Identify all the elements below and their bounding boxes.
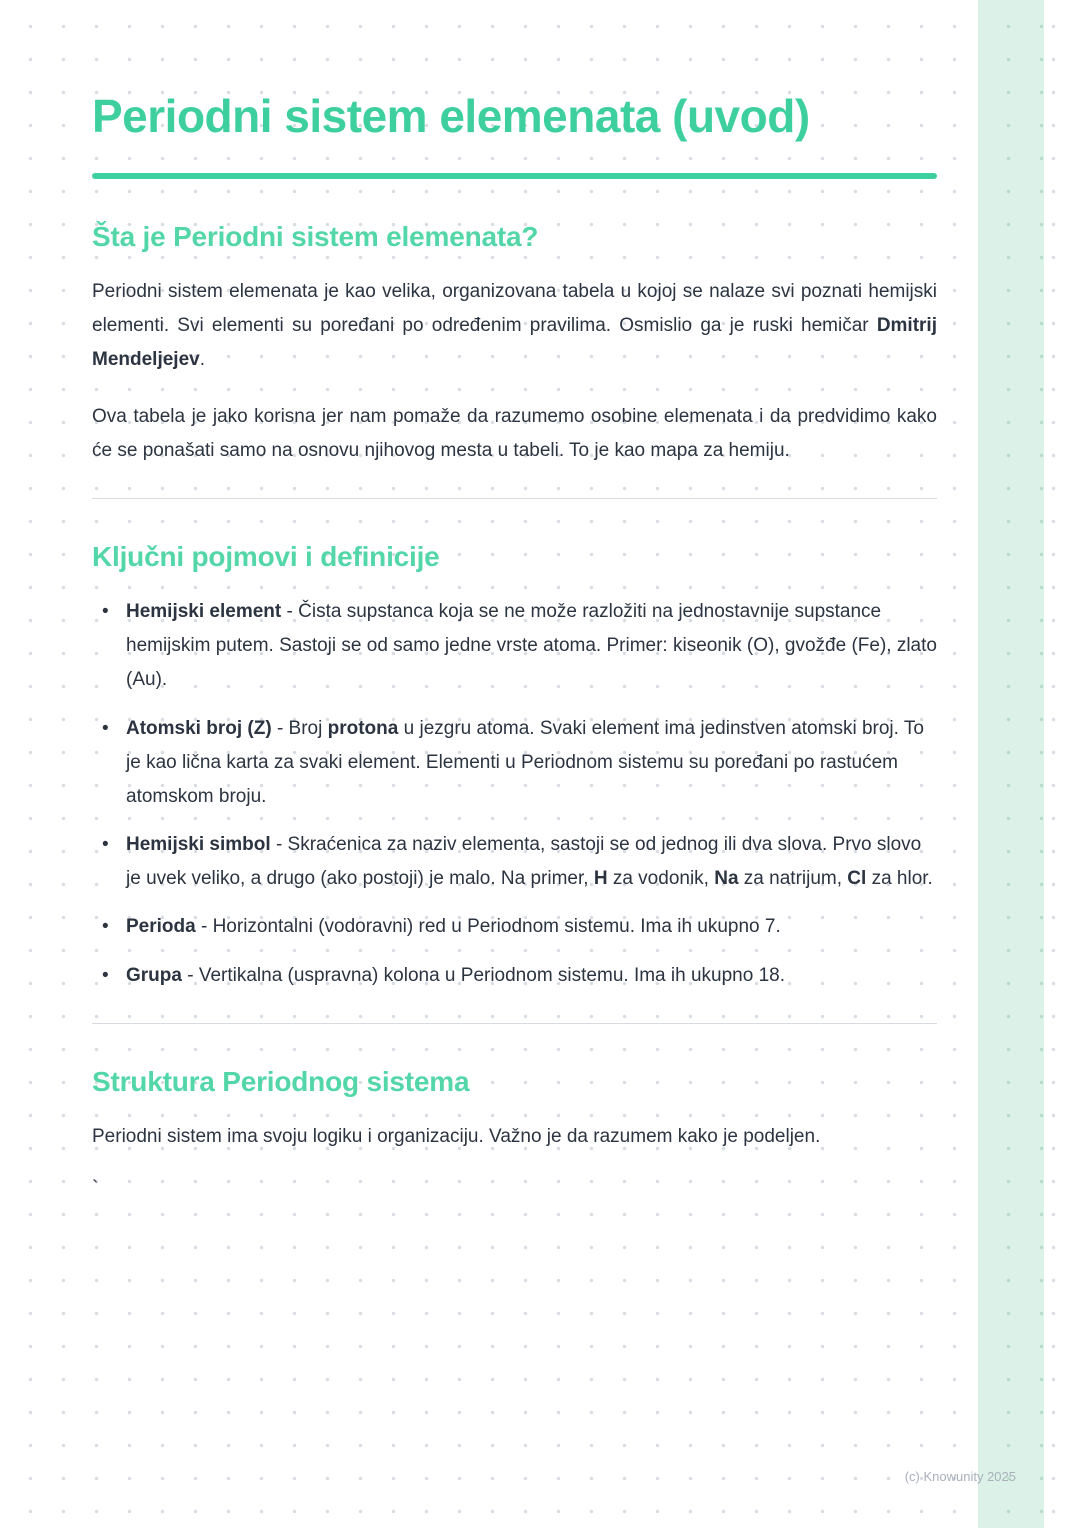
intro-paragraph-1: Periodni sistem elemenata je kao velika, organizovana tabela u kojoj se nalaze svi poznati hemijski elementi. Svi elementi su poređani po određenim pravilima. Osmislio ga je ruski hemičar Dmitrij Mendeljejev. (92, 281, 937, 371)
list-item-hemijski-element: • Hemijski element - Čista supstanca koja se ne može razložiti na jednostavnije supstance hemijskim putem. Sastoji se od samo jedne vrste atoma. Primer: kiseonik (O), gvožđe (Fe), zlato (Au). (92, 595, 937, 698)
structure-paragraph: Periodni sistem ima svoju logiku i organizaciju. Važno je da razumem kako je podeljen. (92, 1125, 821, 1147)
page-title: Periodni sistem elemenata (uvod) (92, 90, 810, 142)
page-content (92, 0, 937, 1203)
section-intro-heading: Šta je Periodni sistem elemenata? (92, 221, 539, 253)
structure-heading: Struktura Periodnog sistema (92, 1065, 470, 1097)
intro-paragraph-2: Ova tabela je jako korisna jer nam pomaže da razumemo osobine elemenata i da predvidimo kako će se ponašati samo na osnovu njihovog mesta u tabeli. To je kao mapa za hemiju. (92, 405, 937, 461)
section-divider (92, 1023, 937, 1024)
right-accent-stripe (978, 0, 1044, 1528)
list-item-grupa: • Grupa - Vertikalna (uspravna) kolona u Periodnom sistemu. Ima ih ukupno 18. (92, 959, 937, 993)
title-underline (92, 173, 937, 179)
stray-backtick: ` (92, 1178, 99, 1200)
list-item-perioda: • Perioda - Horizontalni (vodoravni) red u Periodnom sistemu. Ima ih ukupno 7. (92, 910, 937, 944)
section-divider (92, 498, 937, 499)
key-terms-heading: Ključni pojmovi i definicije (92, 540, 440, 572)
list-item-hemijski-simbol: • Hemijski simbol - Skraćenica za naziv elementa, sastoji se od jednog ili dva slova. Prvo slovo je uvek veliko, a drugo (ako postoji) je malo. Na primer, H za vodonik, Na za natrijum, Cl za hlor. (92, 828, 937, 896)
section-intro (92, 221, 937, 468)
definition-list (92, 595, 937, 993)
section-key-terms (92, 541, 937, 993)
footer-credit: (c) Knowunity 2025 (904, 1469, 1016, 1484)
section-structure (92, 1066, 937, 1203)
list-item-atomski-broj: • Atomski broj (Z) - Broj protona u jezgru atoma. Svaki element ima jedinstven atomski broj. To je kao lična karta za svaki element. Elementi u Periodnom sistemu su poređani po rastućem atomskom broju. (92, 712, 937, 815)
